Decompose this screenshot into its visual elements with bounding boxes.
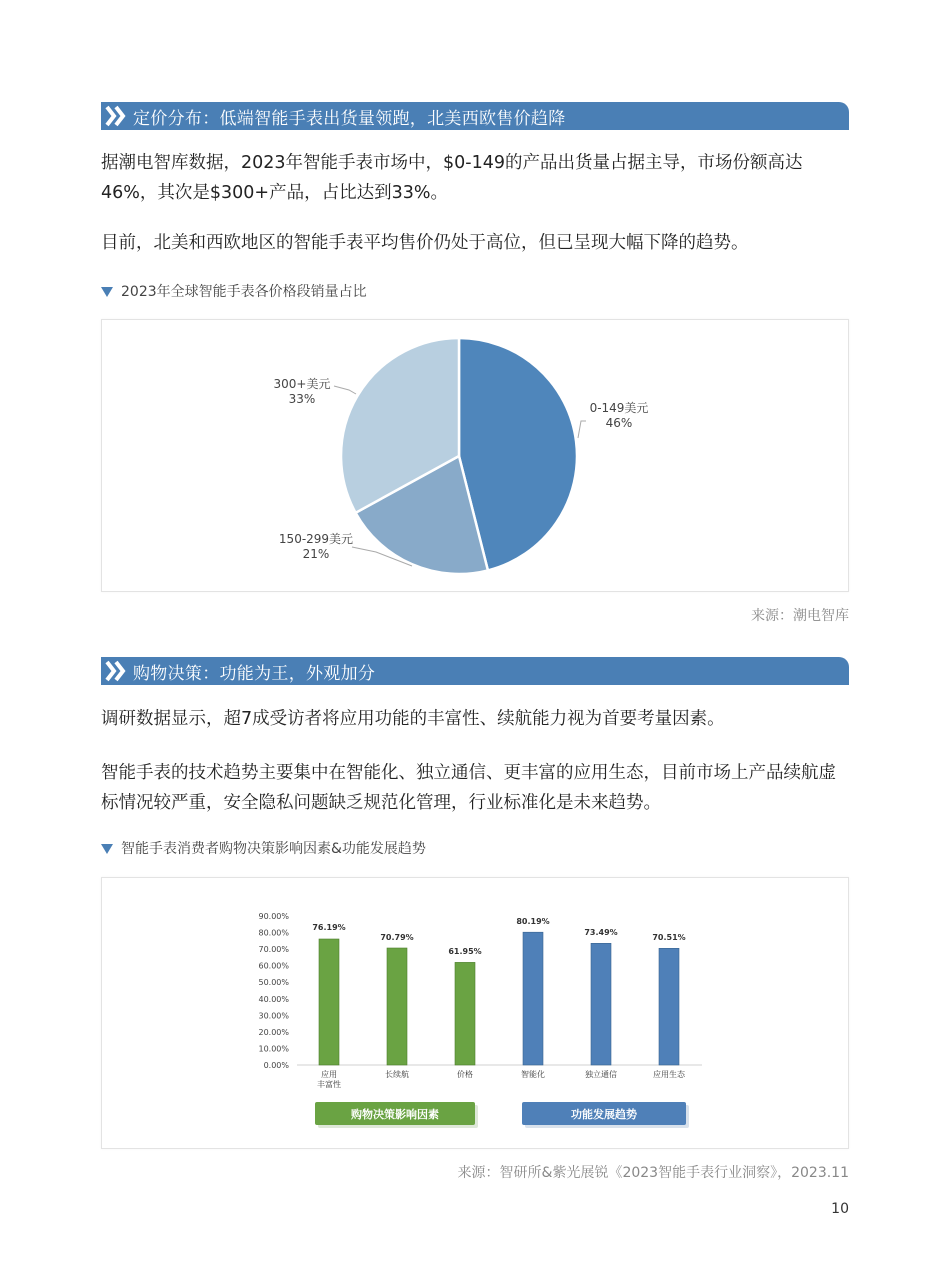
x-axis-labels [317, 1069, 686, 1089]
y-axis-ticks [258, 912, 289, 1070]
pie-label-150-299: 150-299美元 [278, 532, 354, 546]
bar-price [455, 962, 475, 1065]
svg-text:73.49%: 73.49% [584, 928, 618, 937]
svg-text:90.00%: 90.00% [258, 912, 289, 921]
source-note: 来源：智研所&紫光展锐《2023智能手表行业洞察》，2023.11 [457, 1165, 849, 1181]
svg-text:30.00%: 30.00% [258, 1011, 289, 1021]
group-label-shopping-factors [315, 1102, 478, 1128]
chart-caption [101, 838, 426, 858]
double-chevron-icon [101, 102, 131, 130]
pie-value-150-299: 21% [302, 547, 330, 561]
svg-text:60.00%: 60.00% [258, 961, 289, 971]
section-title: 购物决策：功能为王，外观加分 [133, 663, 376, 684]
bar-intelligence [523, 932, 543, 1065]
svg-text:购物决策影响因素: 购物决策影响因素 [351, 1108, 439, 1121]
bar-independent-comm [591, 943, 611, 1065]
svg-text:长续航: 长续航 [385, 1070, 409, 1079]
svg-text:0.00%: 0.00% [263, 1061, 289, 1070]
double-chevron-icon [101, 657, 131, 685]
chart-caption-text: 智能手表消费者购物决策影响因素&功能发展趋势 [121, 841, 426, 857]
svg-text:70.79%: 70.79% [380, 933, 414, 942]
svg-text:70.51%: 70.51% [652, 933, 686, 942]
svg-text:应用生态: 应用生态 [653, 1070, 685, 1079]
paragraph: 调研数据显示，超7成受访者将应用功能的丰富性、续航能力视为首要考量因素。 [101, 709, 725, 729]
svg-text:70.00%: 70.00% [258, 945, 289, 955]
bar-chart [102, 878, 850, 1150]
group-label-feature-trends [522, 1102, 689, 1128]
svg-text:丰富性: 丰富性 [317, 1080, 341, 1089]
bar-chart-container [101, 877, 849, 1149]
svg-text:智能化: 智能化 [521, 1070, 545, 1079]
bar-app-ecosystem [659, 948, 679, 1065]
source-note: 来源：潮电智库 [751, 608, 849, 624]
paragraph: 智能手表的技术趋势主要集中在智能化、独立通信、更丰富的应用生态，目前市场上产品续航虚标情况较严重，安全隐私问题缺乏规范化管理，行业标准化是未来趋势。 [101, 763, 836, 813]
paragraph: 据潮电智库数据，2023年智能手表市场中，$0-149的产品出货量占据主导，市场份额高达46%，其次是$300+产品，占比达到33%。 [101, 153, 803, 203]
bar-app-richness [319, 939, 339, 1065]
section-header-pricing [101, 102, 849, 130]
bar-value-labels [312, 917, 685, 956]
svg-text:价格: 价格 [457, 1070, 473, 1079]
pie-value-300-plus: 33% [288, 392, 316, 406]
section-header-shopping [101, 657, 849, 685]
svg-text:功能发展趋势: 功能发展趋势 [571, 1108, 637, 1121]
triangle-down-icon [101, 287, 113, 297]
pie-chart [102, 320, 850, 593]
svg-text:应用: 应用 [321, 1070, 337, 1079]
section-title: 定价分布：低端智能手表出货量领跑，北美西欧售价趋降 [133, 108, 566, 129]
svg-text:80.19%: 80.19% [516, 917, 550, 926]
chart-caption [101, 281, 367, 301]
pie-chart-container [101, 319, 849, 592]
svg-text:40.00%: 40.00% [258, 994, 289, 1004]
pie-label-0-149: 0-149美元 [589, 401, 649, 415]
svg-text:61.95%: 61.95% [448, 947, 482, 956]
svg-text:10.00%: 10.00% [258, 1044, 289, 1054]
svg-text:80.00%: 80.00% [258, 928, 289, 938]
bar-battery-life [387, 948, 407, 1065]
svg-text:独立通信: 独立通信 [585, 1070, 617, 1079]
triangle-down-icon [101, 844, 113, 854]
svg-text:20.00%: 20.00% [258, 1028, 289, 1037]
pie-value-0-149: 46% [605, 416, 633, 430]
chart-caption-text: 2023年全球智能手表各价格段销量占比 [121, 284, 367, 300]
svg-text:50.00%: 50.00% [258, 978, 289, 988]
svg-text:76.19%: 76.19% [312, 923, 346, 932]
pie-label-300-plus: 300+美元 [273, 377, 331, 391]
page-number: 10 [831, 1201, 849, 1217]
paragraph: 目前，北美和西欧地区的智能手表平均售价仍处于高位，但已呈现大幅下降的趋势。 [101, 233, 749, 253]
